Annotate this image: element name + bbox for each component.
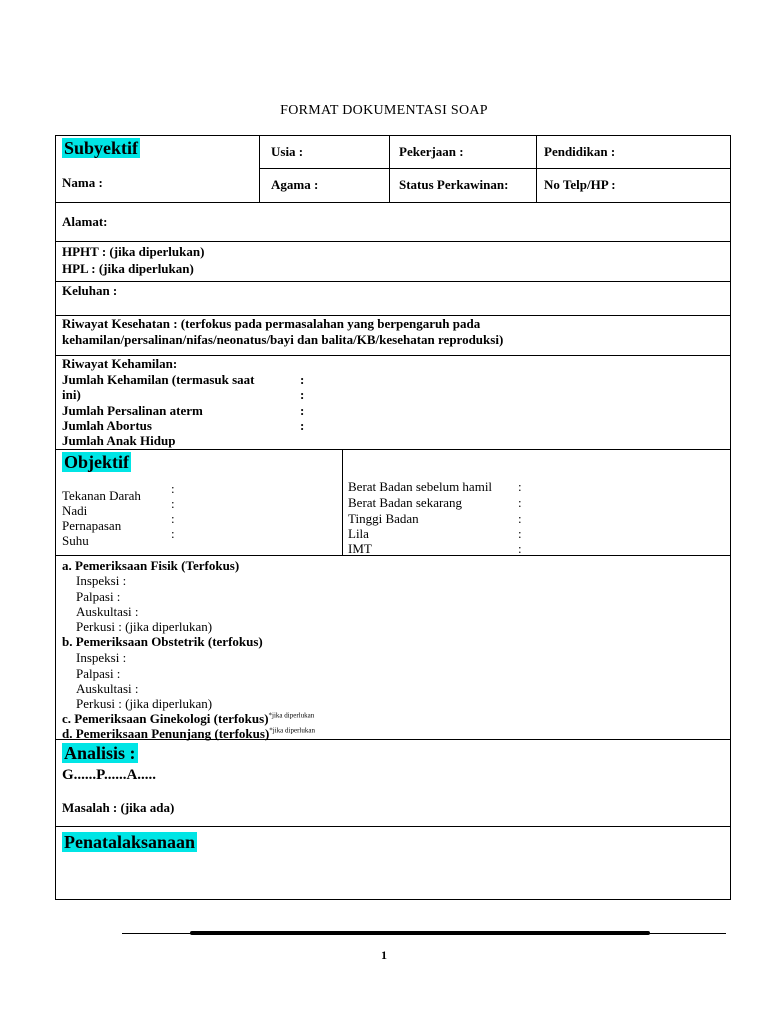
colon: : [171,511,175,526]
colon: : [171,481,175,496]
keluhan-label: Keluhan : [62,283,118,298]
gpa-label: G......P......A..... [62,767,157,783]
masalah-label: Masalah : (jika ada) [62,800,175,815]
alamat-row [56,202,730,242]
jumlah-kehamilan-label: Jumlah Kehamilan (termasuk saat [62,372,255,387]
riwayat-kehamilan-label: Riwayat Kehamilan: [62,356,178,371]
footer-divider-thick [190,931,650,935]
colon: : [171,496,175,511]
soap-form [55,135,731,900]
pemeriksaan-ginekologi-line [62,711,314,727]
jika-diperlukan-note: *jika diperlukan [269,726,315,735]
penatalaksanaan-heading: Penatalaksanaan [64,832,196,852]
palpasi-obstetrik-label: Palpasi : [76,666,121,681]
jumlah-anak-hidup-label: Jumlah Anak Hidup [62,433,176,448]
objektif-right-cell [342,450,731,556]
pemeriksaan-penunjang-title: d. Pemeriksaan Penunjang (terfokus) [62,726,270,741]
colon: : [300,387,305,402]
subyektif-header-row [56,136,730,202]
riwayat-kehamilan-row [56,355,730,450]
usia-label: Usia : [271,144,304,159]
auskultasi-fisik-label: Auskultasi : [76,604,139,619]
colon: : [518,526,522,541]
agama-label: Agama : [271,177,319,192]
hpl-label: HPL : (jika diperlukan) [62,261,194,276]
pendidikan-label: Pendidikan : [544,144,616,159]
riwayat-kesehatan-line2: kehamilan/persalinan/nifas/neonatus/bayi dan balita/KB/kesehatan reproduksi) [62,332,504,347]
pemeriksaan-fisik-title: a. Pemeriksaan Fisik (Terfokus) [62,558,240,573]
pemeriksaan-row [56,555,730,740]
pendidikan-telp-cell [536,136,731,202]
nadi-label: Nadi [62,503,88,518]
hpht-hpl-row [56,241,730,282]
pekerjaan-status-cell [389,136,537,202]
suhu-label: Suhu [62,533,89,548]
analisis-row [56,739,730,827]
nama-label: Nama : [62,175,103,190]
colon: : [171,526,175,541]
inspeksi-fisik-label: Inspeksi : [76,573,127,588]
auskultasi-obstetrik-label: Auskultasi : [76,681,139,696]
inspeksi-obstetrik-label: Inspeksi : [76,650,127,665]
berat-badan-sebelum-hamil-label: Berat Badan sebelum hamil [348,479,493,494]
pernapasan-label: Pernapasan [62,518,122,533]
berat-badan-sekarang-label: Berat Badan sekarang [348,495,463,510]
jumlah-kehamilan-label-cont: ini) [62,387,81,402]
usia-agama-cell [259,136,392,202]
riwayat-kesehatan-row [56,315,730,356]
colon: : [518,479,522,494]
alamat-label: Alamat: [62,214,108,229]
subyektif-heading: Subyektif [64,138,139,158]
pemeriksaan-obstetrik-title: b. Pemeriksaan Obstetrik (terfokus) [62,634,263,649]
jumlah-persalinan-label: Jumlah Persalinan aterm [62,403,203,418]
objektif-heading: Objektif [64,452,129,472]
jumlah-abortus-label: Jumlah Abortus [62,418,152,433]
colon: : [518,511,522,526]
perkusi-obstetrik-label: Perkusi : (jika diperlukan) [76,696,213,711]
status-perkawinan-label: Status Perkawinan: [399,177,509,192]
colon: : [518,495,522,510]
jika-diperlukan-note: *jika diperlukan [268,711,315,720]
lila-label: Lila [348,526,369,541]
hpht-label: HPHT : (jika diperlukan) [62,244,205,259]
no-telp-label: No Telp/HP : [544,177,616,192]
palpasi-fisik-label: Palpasi : [76,589,121,604]
tekanan-darah-label: Tekanan Darah [62,488,141,503]
penatalaksanaan-row [56,826,730,900]
tinggi-badan-label: Tinggi Badan [348,511,419,526]
imt-label: IMT [348,541,372,556]
colon: : [518,541,522,556]
perkusi-fisik-label: Perkusi : (jika diperlukan) [76,619,213,634]
analisis-heading: Analisis : [64,743,136,763]
colon: : [300,418,305,433]
page-number: 1 [381,948,387,962]
riwayat-kesehatan-line1: Riwayat Kesehatan : (terfokus pada permasalahan yang berpengaruh pada [62,316,481,331]
keluhan-row [56,281,730,316]
colon: : [300,372,305,387]
colon: : [300,403,305,418]
pemeriksaan-ginekologi-title: c. Pemeriksaan Ginekologi (terfokus) [62,711,269,726]
objektif-vitals-row [56,449,730,556]
document-title: FORMAT DOKUMENTASI SOAP [280,103,488,118]
pekerjaan-label: Pekerjaan : [399,144,464,159]
